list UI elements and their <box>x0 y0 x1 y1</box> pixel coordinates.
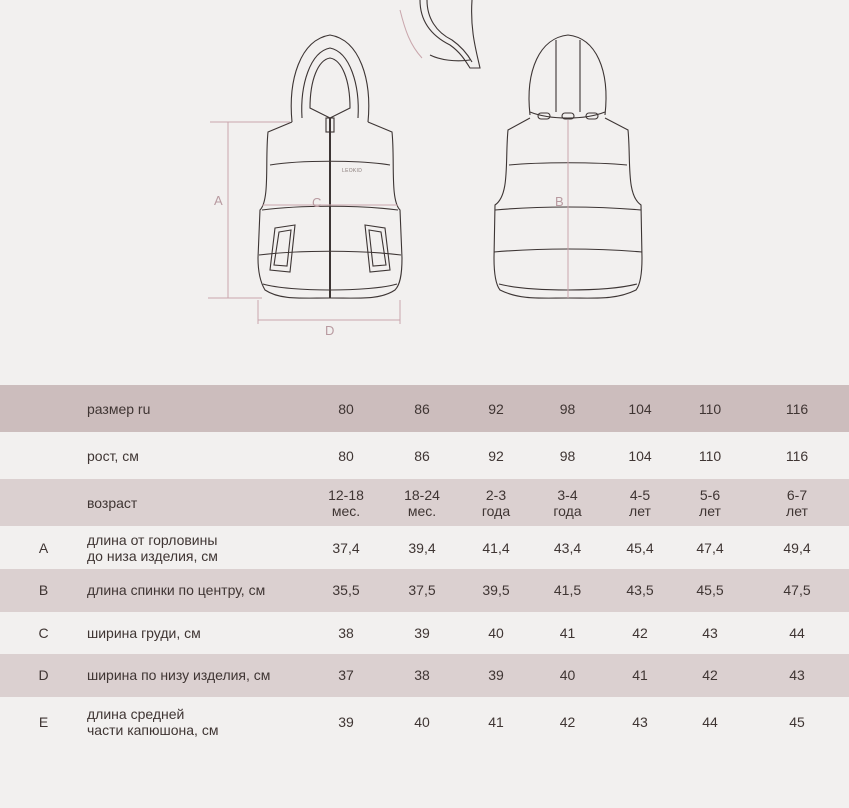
table-cell: 43 <box>605 697 675 747</box>
table-cell: 41,4 <box>462 526 530 569</box>
table-cell: 39 <box>310 697 382 747</box>
table-cell: 39 <box>462 654 530 697</box>
dimension-a-label: A <box>214 193 223 208</box>
table-cell: 6-7 лет <box>745 479 849 526</box>
vest-technical-sketch <box>0 0 849 380</box>
hood-detail-drawing <box>400 0 480 68</box>
table-cell: 80 <box>310 385 382 432</box>
table-cell: 42 <box>605 612 675 655</box>
row-label: возраст <box>87 494 138 511</box>
table-row <box>0 526 849 569</box>
table-row <box>0 385 849 432</box>
brand-label: LEOKID <box>342 168 363 174</box>
table-cell: 80 <box>310 432 382 479</box>
row-label-cell <box>87 697 310 747</box>
vest-front-drawing <box>258 35 402 298</box>
dimension-d <box>258 300 400 338</box>
table-cell: 41 <box>605 654 675 697</box>
table-row <box>0 432 849 479</box>
table-cell: 18-24 мес. <box>382 479 462 526</box>
row-label: длина средней части капюшона, см <box>87 705 219 738</box>
table-cell: 42 <box>530 697 605 747</box>
table-cell: 45 <box>745 697 849 747</box>
table-cell: 110 <box>675 432 745 479</box>
table-cell: 40 <box>462 612 530 655</box>
row-letter: B <box>0 569 87 612</box>
table-row <box>0 479 849 526</box>
dimension-c-label: C <box>312 195 322 210</box>
row-label-cell <box>87 654 310 697</box>
table-cell: 47,5 <box>745 569 849 612</box>
row-label: рост, см <box>87 447 139 464</box>
table-cell: 43 <box>675 612 745 655</box>
table-cell: 5-6 лет <box>675 479 745 526</box>
row-label: ширина по низу изделия, см <box>87 667 271 684</box>
table-cell: 38 <box>310 612 382 655</box>
table-cell: 110 <box>675 385 745 432</box>
dimension-d-label: D <box>325 323 335 338</box>
dimension-b <box>555 120 568 298</box>
table-cell: 45,5 <box>675 569 745 612</box>
table-cell: 86 <box>382 385 462 432</box>
table-cell: 3-4 года <box>530 479 605 526</box>
table-cell: 98 <box>530 385 605 432</box>
table-cell: 40 <box>382 697 462 747</box>
table-cell: 98 <box>530 432 605 479</box>
row-letter <box>0 385 87 432</box>
table-cell: 42 <box>675 654 745 697</box>
table-cell: 104 <box>605 385 675 432</box>
table-row <box>0 697 849 747</box>
table-cell: 39,4 <box>382 526 462 569</box>
table-cell: 92 <box>462 385 530 432</box>
table-cell: 44 <box>745 612 849 655</box>
table-cell: 116 <box>745 385 849 432</box>
row-label: размер ru <box>87 400 151 417</box>
row-letter <box>0 432 87 479</box>
row-label-cell <box>87 612 310 655</box>
dimension-a <box>208 122 290 298</box>
table-cell: 37,4 <box>310 526 382 569</box>
table-cell: 4-5 лет <box>605 479 675 526</box>
row-label: длина от горловины до низа изделия, см <box>87 531 218 564</box>
table-cell: 40 <box>530 654 605 697</box>
table-cell: 35,5 <box>310 569 382 612</box>
table-cell: 37 <box>310 654 382 697</box>
row-label-cell <box>87 432 310 479</box>
table-cell: 41,5 <box>530 569 605 612</box>
table-cell: 2-3 года <box>462 479 530 526</box>
table-cell: 92 <box>462 432 530 479</box>
row-label: длина спинки по центру, см <box>87 582 266 599</box>
table-cell: 38 <box>382 654 462 697</box>
table-cell: 37,5 <box>382 569 462 612</box>
table-cell: 41 <box>530 612 605 655</box>
row-label-cell <box>87 569 310 612</box>
table-cell: 43,4 <box>530 526 605 569</box>
table-cell: 47,4 <box>675 526 745 569</box>
row-label-cell <box>87 479 310 526</box>
table-cell: 43,5 <box>605 569 675 612</box>
dimension-b-label: B <box>555 194 564 209</box>
table-cell: 45,4 <box>605 526 675 569</box>
row-letter: E <box>0 697 87 747</box>
table-cell: 49,4 <box>745 526 849 569</box>
row-label-cell <box>87 385 310 432</box>
table-row <box>0 569 849 612</box>
table-cell: 104 <box>605 432 675 479</box>
table-cell: 39,5 <box>462 569 530 612</box>
row-letter: A <box>0 526 87 569</box>
row-letter <box>0 479 87 526</box>
table-cell: 43 <box>745 654 849 697</box>
table-cell: 86 <box>382 432 462 479</box>
table-cell: 12-18 мес. <box>310 479 382 526</box>
table-cell: 44 <box>675 697 745 747</box>
row-letter: D <box>0 654 87 697</box>
table-row <box>0 654 849 697</box>
row-label-cell <box>87 526 310 569</box>
row-label: ширина груди, см <box>87 624 201 641</box>
table-cell: 39 <box>382 612 462 655</box>
row-letter: C <box>0 612 87 655</box>
table-cell: 41 <box>462 697 530 747</box>
table-cell: 116 <box>745 432 849 479</box>
table-row <box>0 612 849 655</box>
size-chart-table <box>0 385 849 747</box>
